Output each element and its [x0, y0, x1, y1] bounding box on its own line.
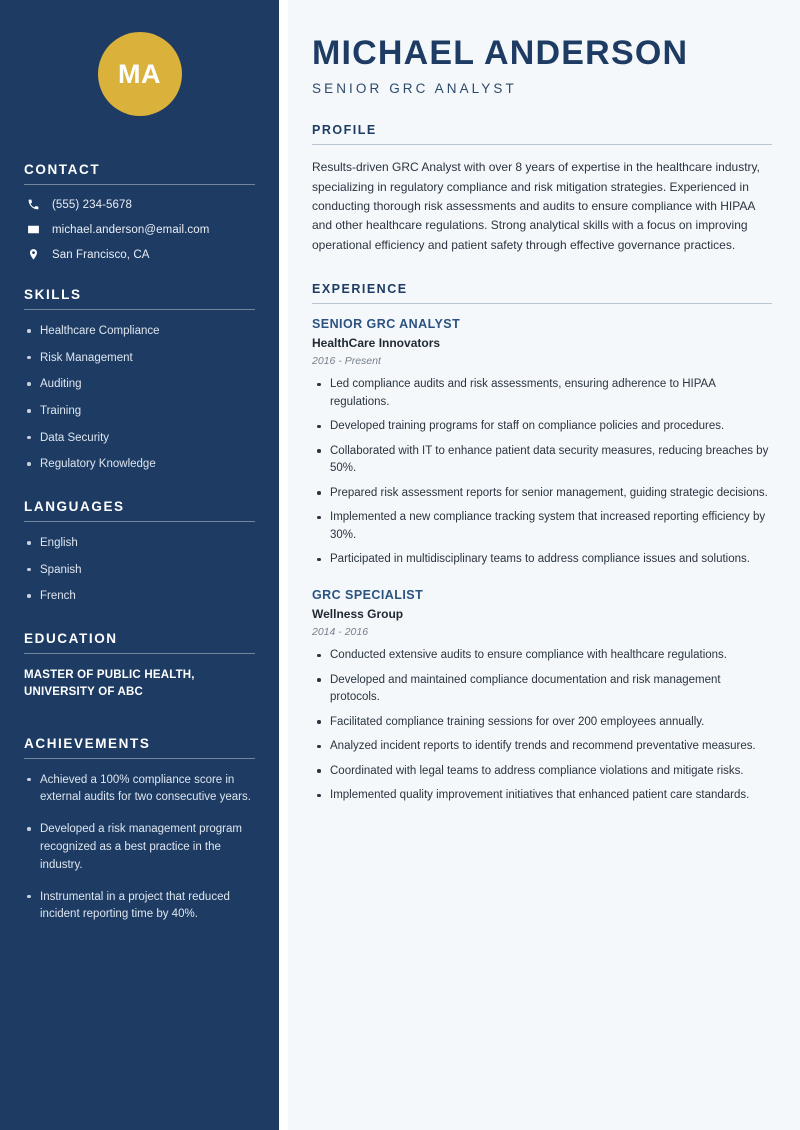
job-title: SENIOR GRC ANALYST: [312, 317, 461, 332]
achievements-divider: [24, 758, 255, 759]
avatar-container: [24, 0, 255, 162]
list-item: Developed a risk management program recognized as a best practice in the industry.: [24, 821, 255, 874]
job-company: Wellness Group: [312, 607, 404, 622]
skills-divider: [24, 309, 255, 310]
list-item: Auditing: [24, 376, 255, 393]
languages-section: [24, 499, 255, 605]
list-item: Analyzed incident reports to identify trends and recommend preventative measures.: [312, 738, 772, 755]
languages-divider: [24, 521, 255, 522]
contact-section: [24, 162, 255, 261]
profile-divider: [312, 144, 772, 145]
contact-item-email[interactable]: [24, 223, 255, 236]
list-item: Data Security: [24, 430, 255, 447]
skills-list: [24, 323, 255, 473]
list-item: Risk Management: [24, 350, 255, 367]
list-item: Healthcare Compliance: [24, 323, 255, 340]
list-item: English: [24, 535, 255, 552]
experience-entry: [312, 588, 772, 804]
list-item: Led compliance audits and risk assessments, ensuring adherence to HIPAA regulations.: [312, 376, 772, 411]
list-item: Coordinated with legal teams to address compliance violations and mitigate risks.: [312, 763, 772, 780]
column-gap: [279, 0, 288, 1130]
list-item: Conducted extensive audits to ensure compliance with healthcare regulations.: [312, 647, 772, 664]
list-item: Participated in multidisciplinary teams to address compliance issues and solutions.: [312, 551, 772, 568]
list-item: Training: [24, 403, 255, 420]
avatar: MA: [98, 32, 182, 116]
map-pin-icon: [26, 248, 40, 261]
main-column: [288, 0, 800, 1130]
education-section: [24, 631, 255, 702]
profile-text: Results-driven GRC Analyst with over 8 years of expertise in the healthcare industry, specializing in regulatory compliance and risk mitigation strategies. Experienced in conducting thorough risk assessments and audits to ensure compliance with HIPAA and other healthcare regulations. Strong analytical skills with a focus on improving operational efficiency and patient safety through effective governance practices.: [312, 160, 760, 252]
list-item: Developed and maintained compliance documentation and risk management protocols.: [312, 672, 772, 707]
job-dates: 2016 - Present: [312, 355, 381, 368]
contact-heading: CONTACT: [24, 162, 101, 177]
phone-icon: [26, 198, 40, 211]
list-item: Implemented a new compliance tracking system that increased reporting efficiency by 30%.: [312, 509, 772, 544]
contact-email-value: michael.anderson@email.com: [52, 223, 210, 236]
experience-divider: [312, 303, 772, 304]
skills-section: [24, 287, 255, 473]
achievements-section: [24, 736, 255, 925]
list-item: Developed training programs for staff on compliance policies and procedures.: [312, 418, 772, 435]
experience-entry: [312, 317, 772, 568]
education-degree-line2: UNIVERSITY OF ABC: [24, 686, 144, 699]
contact-phone-value: (555) 234-5678: [52, 198, 133, 211]
profile-section: [312, 123, 772, 255]
contact-item-location[interactable]: [24, 248, 255, 261]
list-item: Implemented quality improvement initiatives that enhanced patient care standards.: [312, 787, 772, 804]
experience-section: [312, 282, 772, 805]
languages-heading: LANGUAGES: [24, 499, 125, 515]
sidebar: [0, 0, 279, 1130]
list-item: Collaborated with IT to enhance patient data security measures, reducing breaches by 50%.: [312, 443, 772, 478]
contact-location-value: San Francisco, CA: [52, 248, 150, 261]
education-degree-line1: MASTER OF PUBLIC HEALTH,: [24, 669, 195, 682]
job-bullet-list: [312, 376, 772, 568]
education-heading: EDUCATION: [24, 631, 118, 647]
languages-list: [24, 535, 255, 605]
contact-divider: [24, 184, 255, 185]
contact-item-phone[interactable]: [24, 198, 255, 211]
job-role-subtitle: SENIOR GRC ANALYST: [312, 81, 517, 97]
list-item: Facilitated compliance training sessions for over 200 employees annually.: [312, 714, 772, 731]
profile-heading: PROFILE: [312, 123, 377, 138]
list-item: Prepared risk assessment reports for senior management, guiding strategic decisions.: [312, 485, 772, 502]
experience-heading: EXPERIENCE: [312, 282, 408, 297]
job-company: HealthCare Innovators: [312, 336, 441, 351]
skills-heading: SKILLS: [24, 287, 82, 302]
job-bullet-list: [312, 647, 772, 804]
job-dates: 2014 - 2016: [312, 626, 369, 639]
job-title: GRC SPECIALIST: [312, 588, 424, 603]
list-item: Spanish: [24, 562, 255, 579]
list-item: French: [24, 588, 255, 605]
list-item: Regulatory Knowledge: [24, 456, 255, 473]
education-divider: [24, 653, 255, 654]
list-item: Instrumental in a project that reduced incident reporting time by 40%.: [24, 889, 255, 925]
page-title: MICHAEL ANDERSON: [312, 34, 689, 72]
achievements-list: [24, 772, 255, 925]
list-item: Achieved a 100% compliance score in external audits for two consecutive years.: [24, 772, 255, 808]
achievements-heading: ACHIEVEMENTS: [24, 735, 151, 751]
envelope-icon: [26, 223, 40, 236]
